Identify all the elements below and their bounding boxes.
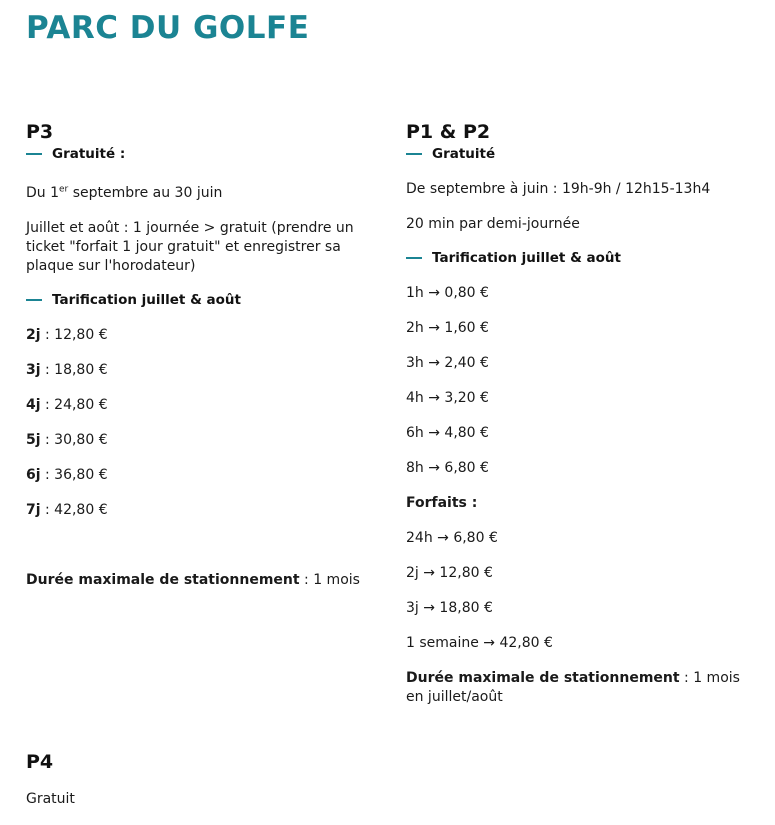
rate-value: : 18,80 € [40,362,108,378]
p3-summer-note: Juillet et août : 1 journée > gratuit (prendre un ticket "forfait 1 jour gratuit" et enregistrer sa plaque sur l'horodateur) [26,220,354,274]
p3-period-sup: er [59,184,69,195]
p1p2-section [406,120,761,707]
rate-value: : 42,80 € [40,502,108,518]
rate-value: : 36,80 € [40,467,108,483]
p1p2-forfaits-label [406,494,761,513]
rate-key: 5j [26,432,41,448]
p1p2-free-label [406,144,761,164]
p1p2-heading: P1 & P2 [406,121,491,143]
rate-value: : 24,80 € [40,397,108,413]
p1p2-rate: 6h → 4,80 € [406,425,489,441]
max-value: : 1 mois en juillet/août [406,670,740,705]
rate-key: 4j [26,397,41,413]
p1p2-hours: De septembre à juin : 19h-9h / 12h15-13h4 [406,181,711,197]
p3-free-text: Gratuité : [52,146,126,162]
p3-max-duration [26,571,376,590]
p1p2-tarif-label [406,248,761,268]
p3-heading: P3 [26,121,54,143]
p3-period-suffix: septembre au 30 juin [68,185,223,201]
p3-period-prefix: Du 1 [26,185,60,201]
dash-icon [26,299,42,301]
p3-period [26,184,376,203]
p1p2-max-duration [406,669,761,707]
rate-key: 6j [26,467,41,483]
rate-key: 2j [26,327,41,343]
p1p2-forfait: 1 semaine → 42,80 € [406,635,553,651]
p3-rate [26,326,376,345]
dash-icon [406,257,422,259]
p1p2-rate: 3h → 2,40 € [406,355,489,371]
p1p2-free-text: Gratuité [432,146,496,162]
p3-free-label [26,144,376,164]
p3-section [26,120,376,590]
p3-rate [26,396,376,415]
max-label: Durée maximale de stationnement [406,670,680,686]
p3-rate [26,431,376,450]
rate-value: : 12,80 € [40,327,108,343]
p3-tarif-text: Tarification juillet & août [52,292,241,308]
p1p2-rate: 2h → 1,60 € [406,320,489,336]
p1p2-rate: 4h → 3,20 € [406,390,489,406]
forfaits-label-text: Forfaits : [406,495,478,511]
rate-value: : 30,80 € [40,432,108,448]
p1p2-half-day: 20 min par demi-journée [406,216,580,232]
page-title: PARC DU GOLFE [26,10,310,46]
p3-rate [26,501,376,520]
p3-tarif-label [26,290,376,310]
p1p2-rate: 1h → 0,80 € [406,285,489,301]
p1p2-forfait: 2j → 12,80 € [406,565,493,581]
p1p2-forfait: 24h → 6,80 € [406,530,498,546]
p1p2-tarif-text: Tarification juillet & août [432,250,621,266]
rate-key: 3j [26,362,41,378]
dash-icon [406,153,422,155]
p4-heading: P4 [26,751,54,773]
max-value: : 1 mois [299,572,360,588]
p1p2-forfait: 3j → 18,80 € [406,600,493,616]
max-label: Durée maximale de stationnement [26,572,300,588]
dash-icon [26,153,42,155]
p1p2-rate: 8h → 6,80 € [406,460,489,476]
p3-rate [26,361,376,380]
p4-section [26,750,376,809]
p4-text: Gratuit [26,791,75,807]
rate-key: 7j [26,502,41,518]
p3-rate [26,466,376,485]
